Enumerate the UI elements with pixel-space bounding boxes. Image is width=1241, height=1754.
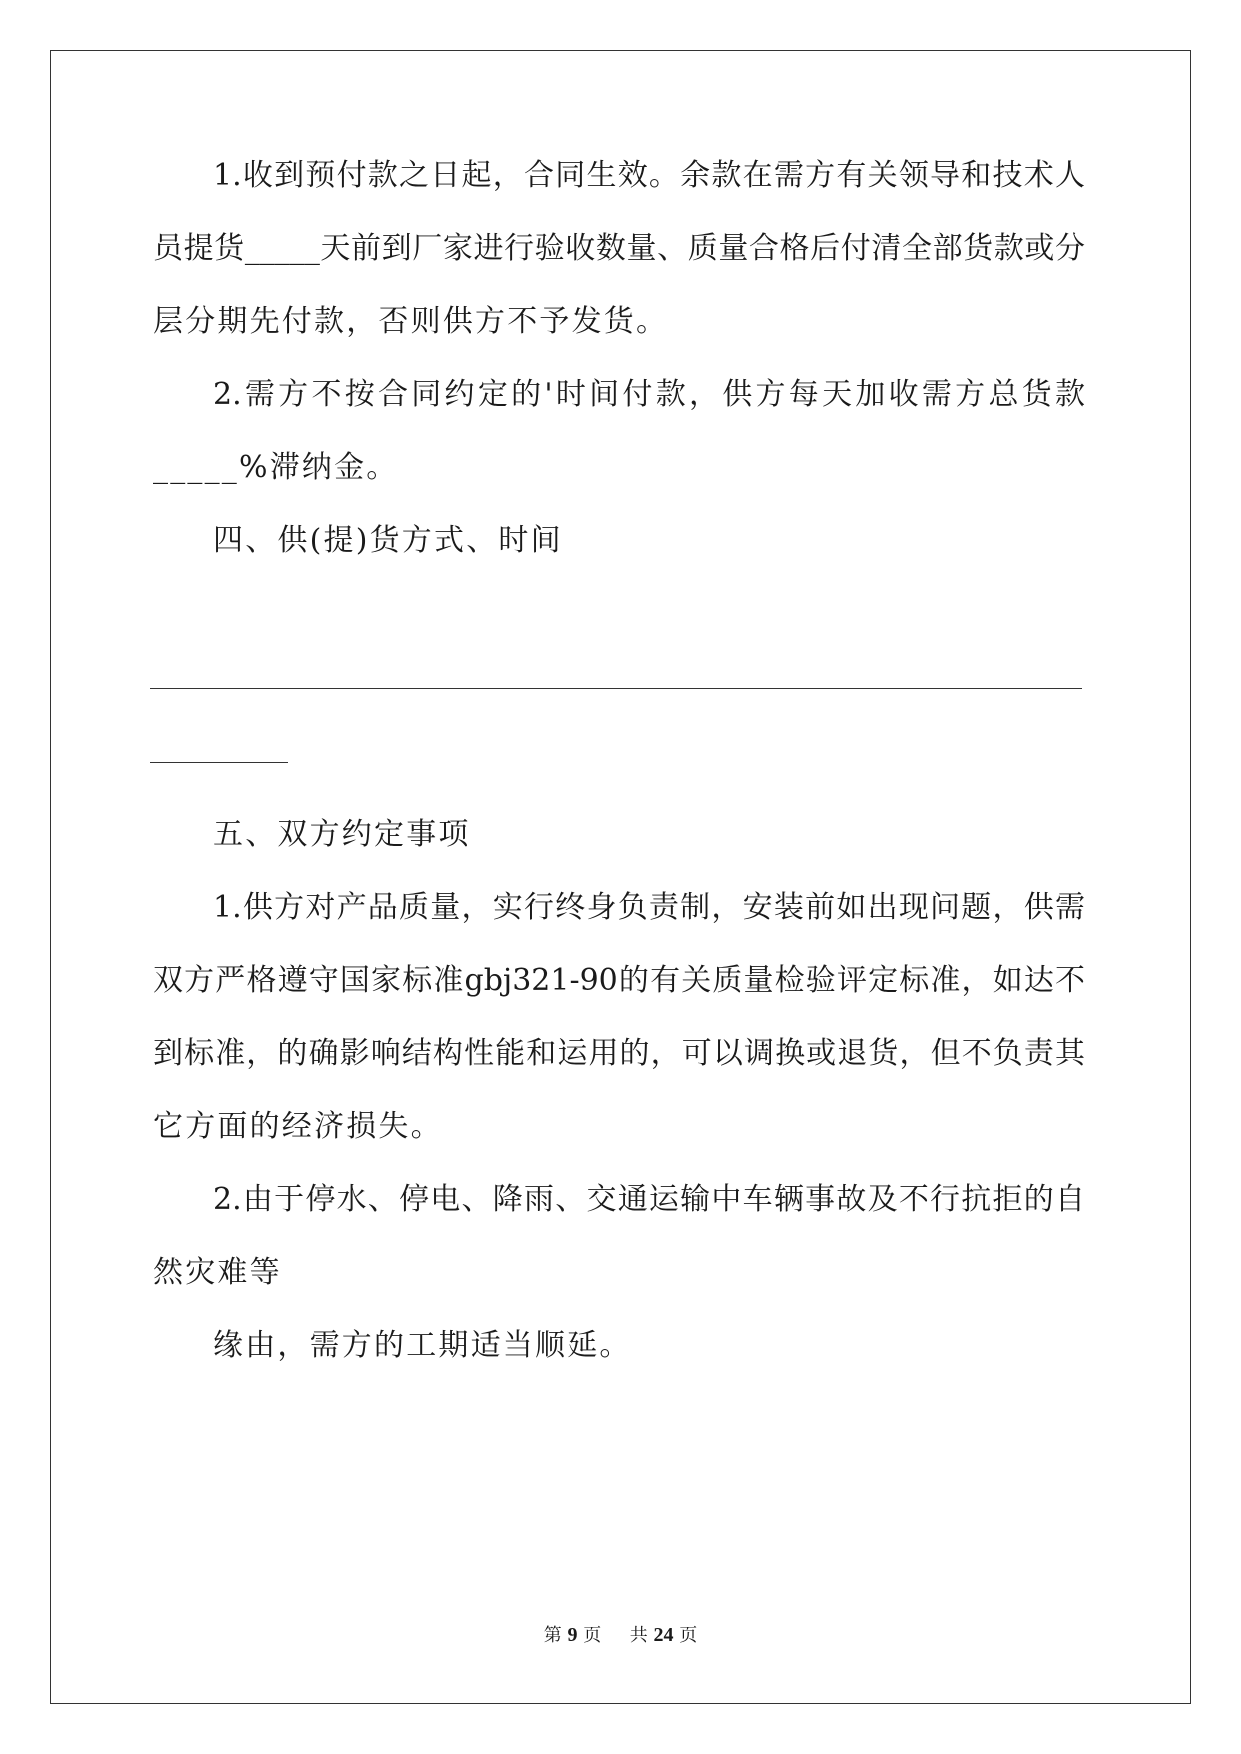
footer-total-suffix: 页: [679, 1625, 698, 1646]
paragraph-line: 2.由于停水、停电、降雨、交通运输中车辆事故及不行抗拒的自: [213, 1182, 1085, 1217]
blank-fill-line: [150, 688, 1082, 689]
paragraph-line: 双方严格遵守国家标准gbj321-90的有关质量检验评定标准，如达不: [153, 963, 1085, 998]
paragraph-line: 到标准，的确影响结构性能和运用的，可以调换或退货，但不负责其: [153, 1036, 1085, 1071]
paragraph-line: 层分期先付款，否则供方不予发货。: [153, 304, 669, 339]
page-border: [50, 50, 1191, 1704]
section-heading: 四、供(提)货方式、时间: [213, 523, 563, 558]
section-heading: 五、双方约定事项: [213, 817, 471, 852]
paragraph-line: 然灾难等: [153, 1255, 282, 1290]
paragraph-line: 员提货_____天前到厂家进行验收数量、质量合格后付清全部货款或分: [153, 231, 1085, 266]
paragraph-line: 1.收到预付款之日起，合同生效。余款在需方有关领导和技术人: [213, 158, 1085, 193]
footer-page-suffix: 页: [583, 1625, 602, 1646]
paragraph-line: 缘由，需方的工期适当顺延。: [213, 1328, 632, 1363]
paragraph-line: 1.供方对产品质量，实行终身负责制，安装前如出现问题，供需: [213, 890, 1085, 925]
footer-total-prefix: 共: [629, 1625, 648, 1646]
current-page-number: 9: [567, 1624, 578, 1646]
paragraph-line: _____%滞纳金。: [153, 450, 399, 485]
blank-fill-line: [150, 762, 288, 763]
total-page-count: 24: [653, 1624, 674, 1646]
paragraph-line: 它方面的经济损失。: [153, 1109, 443, 1144]
page-footer: [0, 1623, 1241, 1648]
footer-prefix: 第: [543, 1625, 562, 1646]
paragraph-line: 2.需方不按合同约定的'时间付款，供方每天加收需方总货款: [213, 377, 1085, 412]
